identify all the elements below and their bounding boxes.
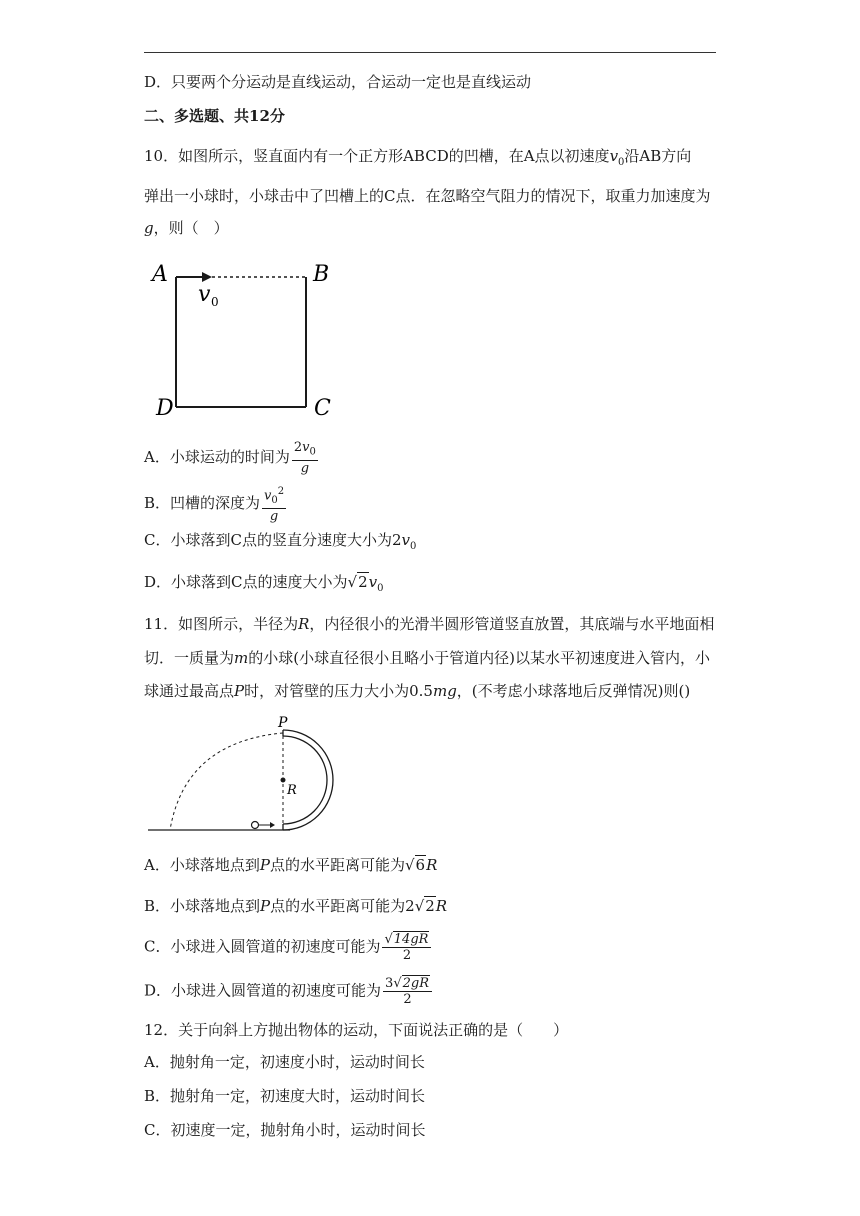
q10-option-a: A．小球运动的时间为 $\frac{2v_0}{g}$ — [144, 440, 316, 476]
q9-option-d: D．只要两个分运动是直线运动，合运动一定也是直线运动 — [144, 73, 532, 91]
q11-option-a: A．小球落地点到P点的水平距离可能为√6R — [144, 856, 438, 874]
q11-option-b: B．小球落地点到P点的水平距离可能为2√2R — [144, 897, 448, 915]
q10-stem-line-2: 弹出一小球时，小球击中了凹槽上的C点．在忽略空气阻力的情况下，取重力加速度为 — [144, 187, 711, 205]
label-a: A — [152, 262, 168, 287]
section-heading: 二、多选题、共12分 — [144, 107, 285, 125]
q12-stem: 12．关于向斜上方抛出物体的运动，下面说法正确的是（ ） — [144, 1021, 569, 1039]
q11-stem-line-1: 11．如图所示，半径为R，内径很小的光滑半圆形管道竖直放置，其底端与水平地面相 — [144, 615, 715, 633]
label-d: D — [156, 396, 174, 421]
q10-stem-line-1: 10．如图所示，竖直面内有一个正方形ABCD的凹槽，在A点以初速度$v_0$沿AB方向 — [144, 147, 692, 168]
q12-option-b: B．抛射角一定，初速度大时，运动时间长 — [144, 1087, 426, 1105]
q10-option-b: B．凹槽的深度为 $\frac{v_0^2}{g}$ — [144, 486, 285, 524]
label-b: B — [313, 262, 330, 287]
label-p: P — [278, 715, 288, 731]
q10-stem-line-3: g，则（ ） — [144, 219, 229, 237]
q10-option-d: D．小球落到C点的速度大小为$√2v_0$ — [144, 573, 384, 594]
label-c: C — [314, 396, 331, 421]
q11-option-d: D．小球进入圆管道的初速度可能为 $\frac{3√2gR}{2}$ — [144, 976, 432, 1007]
q10-option-c: C．小球落到C点的竖直分速度大小为$2v_0$ — [144, 531, 417, 552]
q12-option-c: C．初速度一定，抛射角小时，运动时间长 — [144, 1121, 426, 1139]
q11-option-c: C．小球进入圆管道的初速度可能为 $\frac{√14gR}{2}$ — [144, 932, 431, 963]
q10-square-figure — [140, 255, 340, 425]
label-v: v — [198, 282, 211, 307]
label-r: R — [287, 783, 297, 798]
header-rule — [144, 52, 716, 53]
q12-option-a: A．抛射角一定，初速度小时，运动时间长 — [144, 1053, 425, 1071]
q11-stem-line-3: 球通过最高点P时，对管壁的压力大小为0.5mg，(不考虑小球落地后反弹情况)则() — [144, 682, 691, 700]
q11-stem-line-2: 切．一质量为m的小球(小球直径很小且略小于管道内径)以某水平初速度进入管内，小 — [144, 649, 710, 667]
label-v-sub: 0 — [211, 295, 219, 309]
q11-semicircle-figure — [140, 712, 350, 837]
